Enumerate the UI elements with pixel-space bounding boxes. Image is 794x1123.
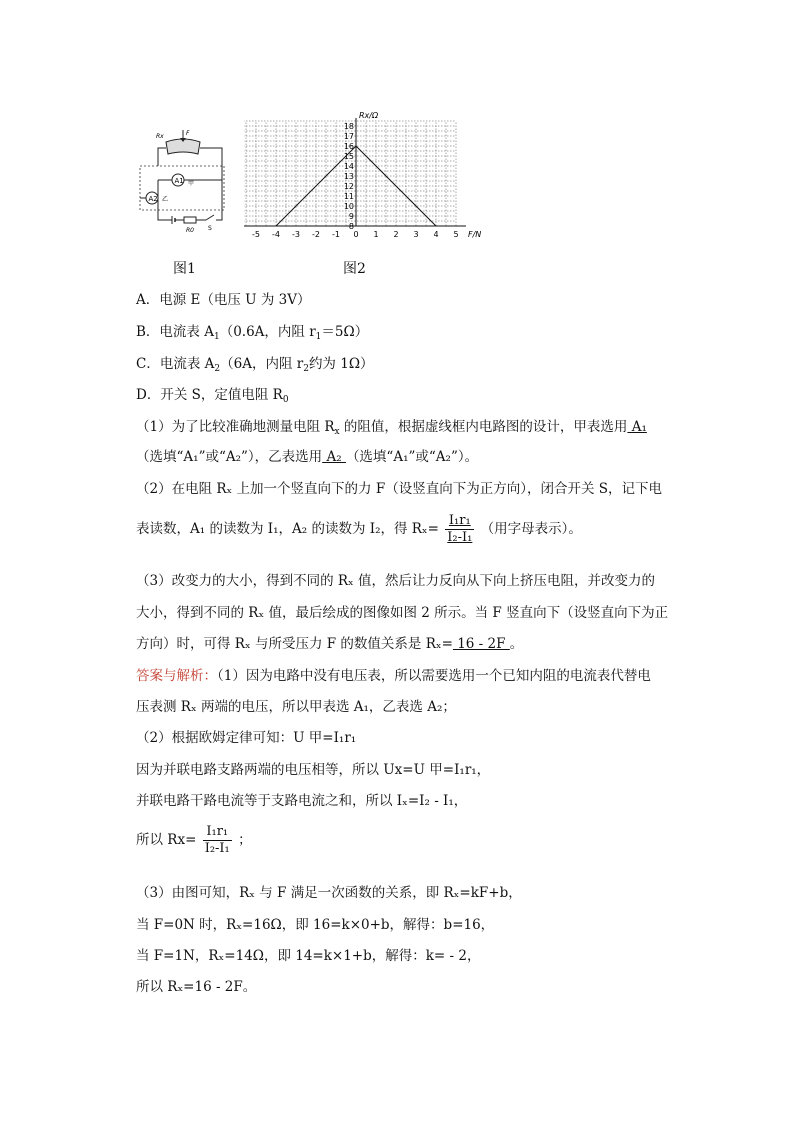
analysis-line3: （2）根据欧姆定律可知：U 甲=I₁r₁ xyxy=(136,730,357,746)
switch-s xyxy=(206,215,214,220)
q1-line1: （1）为了比较准确地测量电阻 $R_x$ 的阻值，根据虚线框内电路图的设计，甲表选用 A₁ xyxy=(136,419,647,437)
q2-fraction: $\frac{\text{I₁r₁}}{\text{I₂-I₁}}$ xyxy=(447,513,473,545)
q3-line3: 方向）时，可得 Rₓ 与所受压力 F 的数值关系是 Rₓ= 16 - 2F 。 xyxy=(136,636,524,652)
analysis-line2: 压表测 Rₓ 两端的电压，所以甲表选 A₁，乙表选 A₂； xyxy=(136,699,456,715)
q1-answer1: A₁ xyxy=(627,419,647,435)
y-tick-label: 10 xyxy=(343,202,354,211)
figure1-caption: 图1 xyxy=(173,261,196,277)
analysis-line7: （3）由图可知，Rₓ 与 F 满足一次函数的关系，即 Rₓ=kF+b， xyxy=(136,885,522,901)
option-a: A．电源 E（电压 U 为 3V） xyxy=(136,292,311,308)
analysis-label: 答案与解析： xyxy=(136,668,217,684)
circuit-diagram xyxy=(138,128,240,236)
x-tick-label: -2 xyxy=(312,230,320,239)
x-axis-label: F/N xyxy=(468,230,482,239)
x-tick-label: 5 xyxy=(453,230,459,239)
y-tick-label: 17 xyxy=(343,132,354,141)
y-tick-label: 11 xyxy=(343,192,354,201)
x-tick-label: -5 xyxy=(252,230,260,239)
x-tick-label: 3 xyxy=(413,230,419,239)
y-tick-label: 16 xyxy=(343,142,354,151)
figure2-caption: 图2 xyxy=(343,261,366,277)
svg-text:S: S xyxy=(208,225,212,232)
rx-vs-f-chart xyxy=(244,100,484,245)
wire-bottom xyxy=(158,210,172,220)
svg-text:乙: 乙 xyxy=(162,196,169,203)
q1-line2: （选填“A₁”或“A₂”），乙表选用 A₂ （选填“A₁”或“A₂”）。 xyxy=(136,449,479,465)
analysis-line5: 并联电路干路电流等于支路电流之和，所以 Iₓ=I₂ - I₁， xyxy=(136,793,468,809)
x-tick-label: -1 xyxy=(332,230,340,239)
y-axis-label: Rx/Ω xyxy=(359,111,379,120)
svg-text:A1: A1 xyxy=(174,177,184,185)
r0-resistor xyxy=(184,217,196,223)
y-tick-label: 9 xyxy=(348,212,354,221)
y-tick-label: 12 xyxy=(343,182,354,191)
q2-line2: 表读数，A₁ 的读数为 I₁，A₂ 的读数为 I₂，得 Rₓ= $\frac{\text{I₁r₁}}{\text{I₂-I₁}}$ （用字母表示）。 xyxy=(136,513,582,545)
x-tick-label: 2 xyxy=(393,230,399,239)
option-b: B．电流表 $A_1(0.6A$，内阻 $r_1=5\Omega$） xyxy=(136,324,369,342)
svg-text:R0: R0 xyxy=(186,227,194,234)
rx-label: Rx xyxy=(156,133,164,140)
y-tick-label: 8 xyxy=(348,222,354,231)
q3-answer: 16 - 2F xyxy=(452,636,510,652)
y-tick-label: 15 xyxy=(343,152,354,161)
x-tick-label: 4 xyxy=(433,230,439,239)
analysis-line10: 所以 Rₓ=16 - 2F。 xyxy=(136,979,257,995)
x-tick-label: -4 xyxy=(272,230,280,239)
analysis-line9: 当 F=1N，Rₓ=14Ω，即 14=k×1+b，解得：k= - 2， xyxy=(136,948,481,964)
option-c: C．电流表 $A_2(6A$，内阻 $r_2$约为 1Ω） xyxy=(136,356,374,374)
q2-line1: （2）在电阻 Rₓ 上加一个竖直向下的力 F（设竖直向下为正方向），闭合开关 S，记下电 xyxy=(136,481,663,497)
analysis-line6: 所以 Rx= $\frac{\text{I₁r₁}}{\text{I₂-I₁}}$ ； xyxy=(136,824,252,856)
option-d: D．开关 S，定值电阻 $R_0$ xyxy=(136,387,289,405)
q1-answer2: A₂ xyxy=(322,449,346,465)
q3-line2: 大小，得到不同的 Rₓ 值，最后绘成的图像如图 2 所示。当 F 竖直向下（设竖直向下为正 xyxy=(136,605,669,621)
svg-text:A2: A2 xyxy=(148,195,158,203)
q3-line1: （3）改变力的大小，得到不同的 Rₓ 值，然后让力反向从下向上挤压电阻，并改变力的 xyxy=(136,573,656,589)
analysis-line4: 因为并联电路支路两端的电压相等，所以 Ux=U 甲=I₁r₁， xyxy=(136,762,491,778)
x-tick-label: 0 xyxy=(353,230,359,239)
f-label: F xyxy=(186,130,190,137)
y-tick-label: 18 xyxy=(343,122,354,131)
y-tick-label: 13 xyxy=(343,172,354,181)
wire-outer-right xyxy=(200,148,222,220)
analysis-line8: 当 F=0N 时，Rₓ=16Ω，即 16=k×0+b，解得：b=16， xyxy=(136,917,495,933)
x-tick-label: 1 xyxy=(373,230,379,239)
analysis-fraction: $\frac{\text{I₁r₁}}{\text{I₂-I₁}}$ xyxy=(204,824,230,856)
analysis-line1: 答案与解析：（1）因为电路中没有电压表，所以需要选用一个已知内阻的电流表代替电 xyxy=(136,668,651,684)
svg-text:甲: 甲 xyxy=(188,180,195,187)
y-tick-label: 14 xyxy=(343,162,354,171)
wire-outer xyxy=(158,148,166,166)
x-tick-label: -3 xyxy=(292,230,300,239)
